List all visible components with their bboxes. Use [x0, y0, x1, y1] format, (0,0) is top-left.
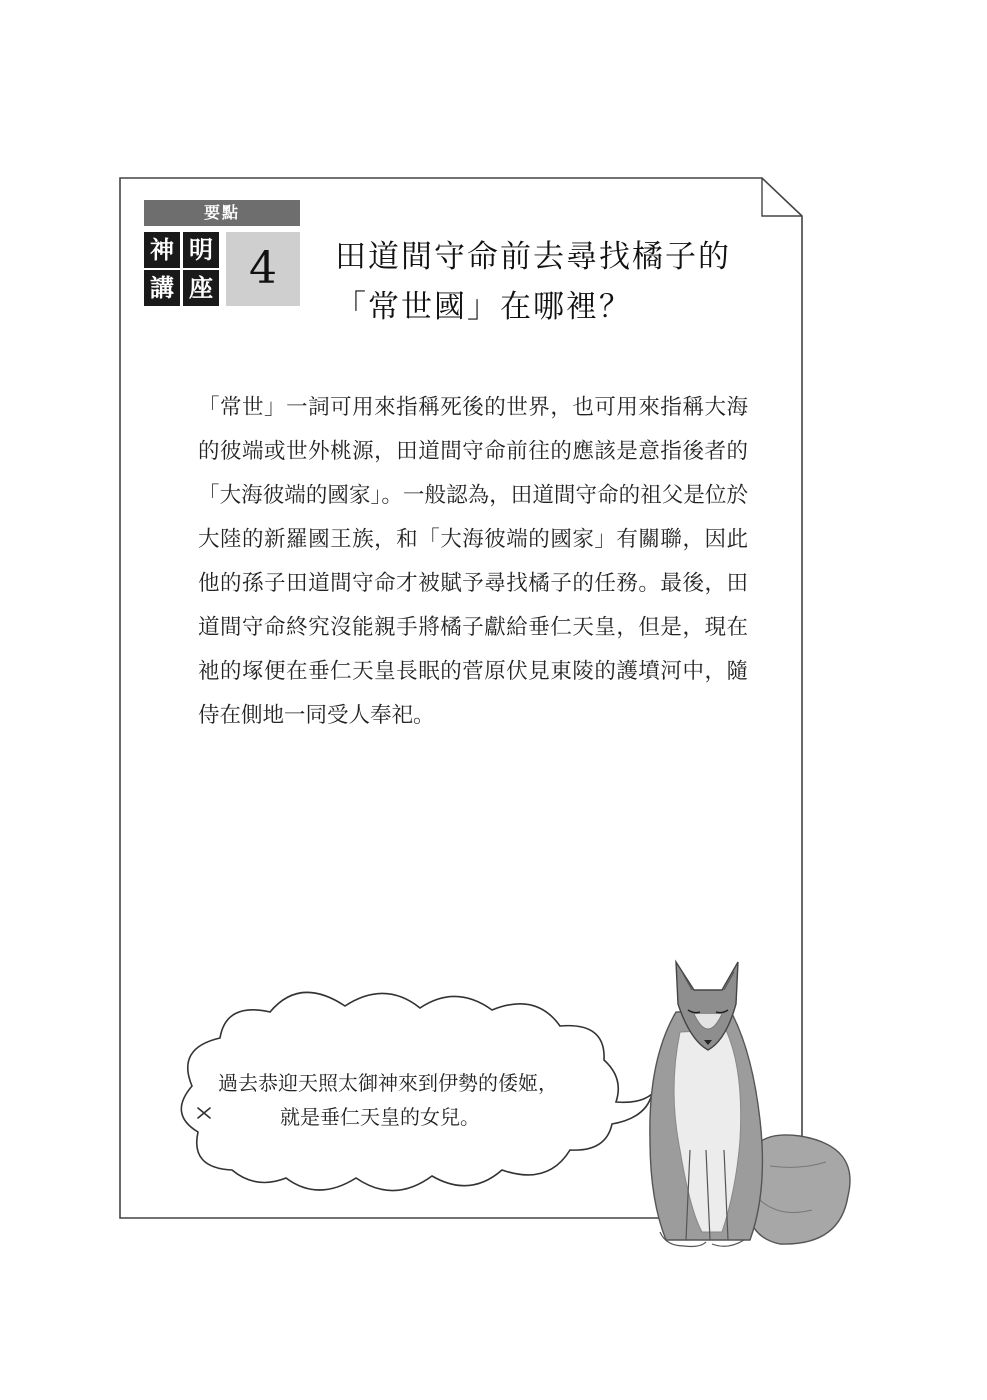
- badge-char-3: 講: [144, 270, 180, 306]
- body-paragraph: 「常世」一詞可用來指稱死後的世界，也可用來指稱大海的彼端或世外桃源，田道間守命前往的應該是意指後者的「大海彼端的國家」。一般認為，田道間守命的祖父是位於大陸的新羅國王族，和「大海彼端的國家」有關聯，因此他的孫子田道間守命才被賦予尋找橘子的任務。最後，田道間守命終究沒能親手將橘子獻給垂仁天皇，但是，現在祂的塚便在垂仁天皇長眠的菅原伏見東陵的護墳河中，隨侍在側地一同受人奉祀。: [198, 395, 748, 728]
- badge-char-4: 座: [183, 270, 219, 306]
- speech-line-1: 過去恭迎天照太御神來到伊勢的倭姬，: [218, 1071, 558, 1095]
- badge-heading: 要點: [144, 200, 300, 226]
- badge-char-2: 明: [183, 232, 219, 268]
- speech-line-2: 就是垂仁天皇的女兒。: [280, 1105, 480, 1129]
- page-title: [335, 232, 775, 332]
- title-line-2: 「常世國」在哪裡？: [335, 289, 632, 325]
- badge-char-1: 神: [144, 232, 180, 268]
- badge-number: 4: [226, 232, 300, 306]
- speech-text: [218, 1066, 618, 1134]
- title-line-1: 田道間守命前去尋找橘子的: [335, 239, 731, 275]
